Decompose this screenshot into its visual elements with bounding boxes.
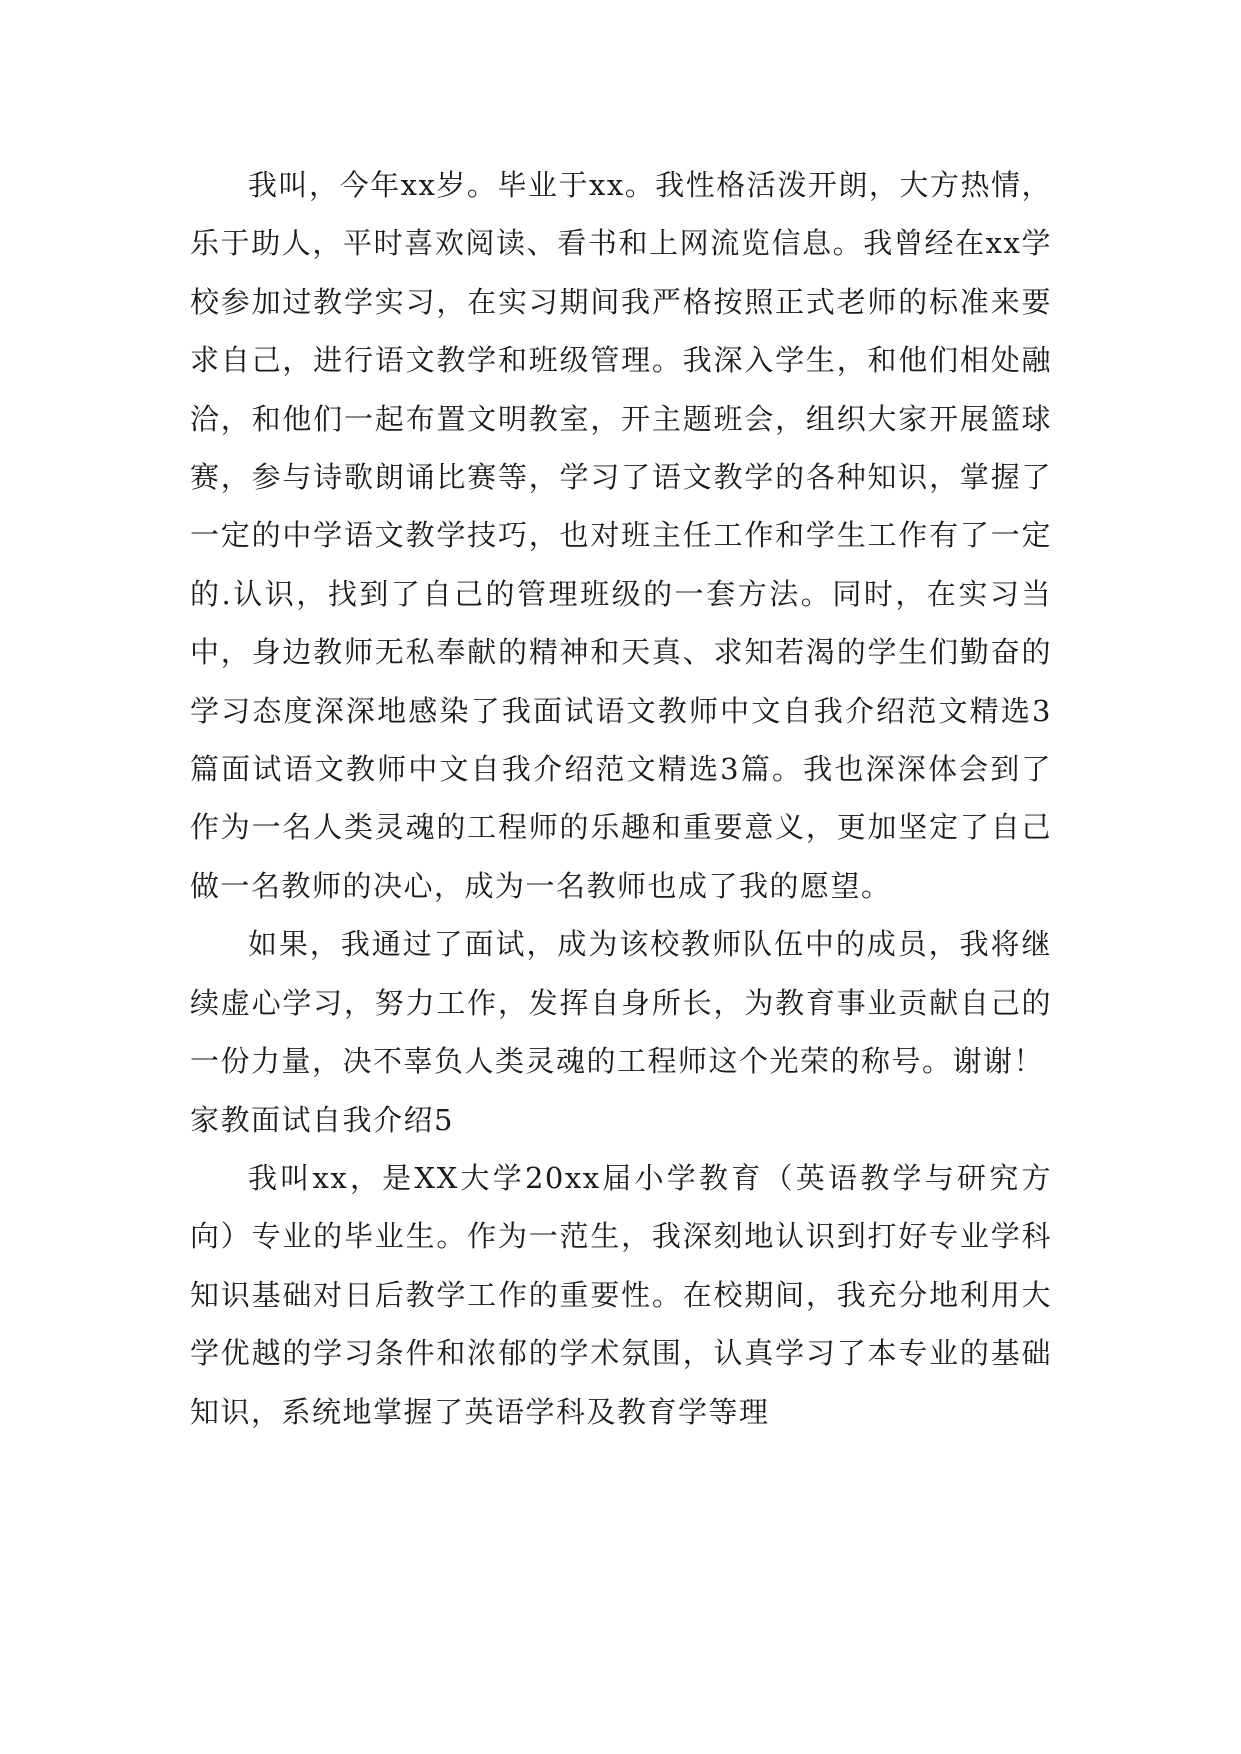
paragraph-1: 我叫，今年xx岁。毕业于xx。我性格活泼开朗，大方热情，乐于助人，平时喜欢阅读、看书和上网流览信息。我曾经在xx学校参加过教学实习，在实习期间我严格按照正式老师的标准来要求自己，进行语文教学和班级管理。我深入学生，和他们相处融洽，和他们一起布置文明教室，开主题班会，组织大家开展篮球赛，参与诗歌朗诵比赛等，学习了语文教学的各种知识，掌握了一定的中学语文教学技巧，也对班主任工作和学生工作有了一定的.认识，找到了自己的管理班级的一套方法。同时，在实习当中，身边教师无私奉献的精神和天真、求知若渴的学生们勤奋的学习态度深深地感染了我面试语文教师中文自我介绍范文精选3篇面试语文教师中文自我介绍范文精选3篇。我也深深体会到了作为一名人类灵魂的工程师的乐趣和重要意义，更加坚定了自己做一名教师的决心，成为一名教师也成了我的愿望。 (190, 168, 1052, 903)
document-body (190, 156, 1052, 1441)
section-heading: 家教面试自我介绍5 (190, 1102, 454, 1137)
paragraph-3: 我叫xx，是XX大学20xx届小学教育（英语教学与研究方向）专业的毕业生。作为一范生，我深刻地认识到打好专业学科知识基础对日后教学工作的重要性。在校期间，我充分地利用大学优越的学习条件和浓郁的学术氛围，认真学习了本专业的基础知识，系统地掌握了英语学科及教育学等理 (190, 1160, 1052, 1429)
paragraph-2: 如果，我通过了面试，成为该校教师队伍中的成员，我将继续虚心学习，努力工作，发挥自身所长，为教育事业贡献自己的一份力量，决不辜负人类灵魂的工程师这个光荣的称号。谢谢！ (190, 927, 1052, 1079)
